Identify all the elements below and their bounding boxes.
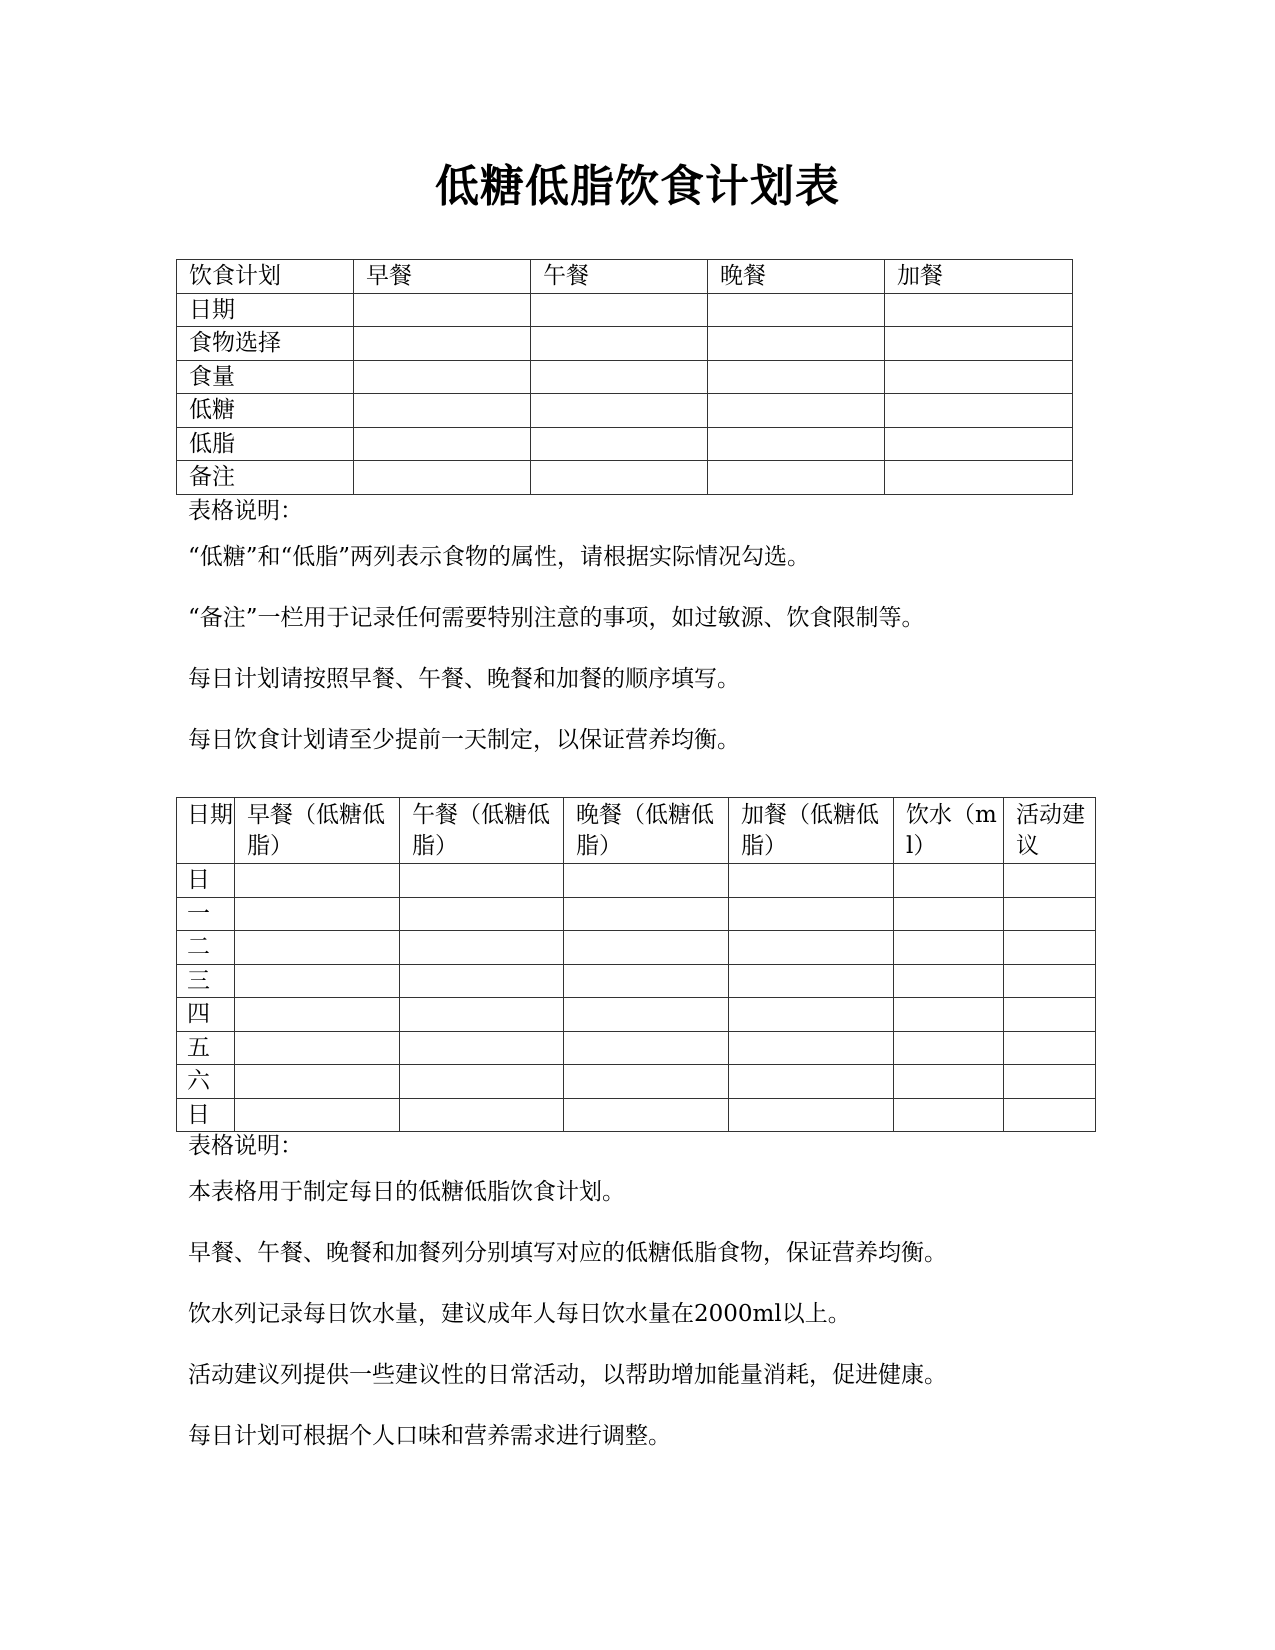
notes-heading: 表格说明： (188, 1133, 303, 1159)
empty-cell[interactable] (400, 964, 564, 998)
empty-cell[interactable] (1004, 1031, 1096, 1065)
empty-cell[interactable] (531, 427, 708, 461)
row-label: 食物选择 (177, 327, 354, 361)
empty-cell[interactable] (564, 998, 729, 1032)
empty-cell[interactable] (894, 1098, 1004, 1132)
empty-cell[interactable] (708, 293, 885, 327)
empty-cell[interactable] (894, 1065, 1004, 1099)
table-row (177, 293, 1073, 327)
empty-cell[interactable] (708, 360, 885, 394)
empty-cell[interactable] (354, 394, 531, 428)
table-row (177, 897, 1096, 931)
table-row (177, 360, 1073, 394)
meal-plan-table (176, 259, 1073, 495)
empty-cell[interactable] (400, 864, 564, 898)
empty-cell[interactable] (235, 964, 400, 998)
day-label: 四 (177, 998, 235, 1032)
empty-cell[interactable] (1004, 1065, 1096, 1099)
empty-cell[interactable] (531, 360, 708, 394)
empty-cell[interactable] (1004, 998, 1096, 1032)
header-cell: 午餐 (531, 260, 708, 294)
empty-cell[interactable] (564, 964, 729, 998)
empty-cell[interactable] (531, 394, 708, 428)
empty-cell[interactable] (400, 998, 564, 1032)
empty-cell[interactable] (729, 964, 894, 998)
header-cell: 加餐 (885, 260, 1073, 294)
notes-heading: 表格说明： (188, 498, 303, 524)
empty-cell[interactable] (400, 897, 564, 931)
empty-cell[interactable] (729, 1031, 894, 1065)
note-item: 活动建议列提供一些建议性的日常活动，以帮助增加能量消耗，促进健康。 (188, 1362, 947, 1388)
table-row (177, 327, 1073, 361)
day-label: 六 (177, 1065, 235, 1099)
empty-cell[interactable] (235, 1065, 400, 1099)
empty-cell[interactable] (1004, 1098, 1096, 1132)
header-cell: 午餐（低糖低脂） (400, 798, 564, 864)
table-notes-2 (188, 1130, 1188, 1467)
day-label: 一 (177, 897, 235, 931)
empty-cell[interactable] (729, 931, 894, 965)
note-item: 每日计划请按照早餐、午餐、晚餐和加餐的顺序填写。 (188, 666, 740, 692)
note-item: “备注”一栏用于记录任何需要特别注意的事项，如过敏源、饮食限制等。 (188, 605, 925, 631)
row-label: 食量 (177, 360, 354, 394)
note-item: “低糖”和“低脂”两列表示食物的属性，请根据实际情况勾选。 (188, 544, 811, 570)
empty-cell[interactable] (564, 1065, 729, 1099)
empty-cell[interactable] (235, 864, 400, 898)
header-cell: 早餐 (354, 260, 531, 294)
table-row (177, 394, 1073, 428)
table-row (177, 1031, 1096, 1065)
empty-cell[interactable] (885, 360, 1073, 394)
empty-cell[interactable] (729, 1065, 894, 1099)
header-cell: 加餐（低糖低脂） (729, 798, 894, 864)
empty-cell[interactable] (354, 427, 531, 461)
note-item: 本表格用于制定每日的低糖低脂饮食计划。 (188, 1179, 625, 1205)
empty-cell[interactable] (894, 931, 1004, 965)
empty-cell[interactable] (235, 1098, 400, 1132)
table-row (177, 1065, 1096, 1099)
empty-cell[interactable] (564, 864, 729, 898)
empty-cell[interactable] (531, 293, 708, 327)
empty-cell[interactable] (729, 864, 894, 898)
note-item: 饮水列记录每日饮水量，建议成年人每日饮水量在2000ml以上。 (188, 1301, 851, 1327)
empty-cell[interactable] (1004, 864, 1096, 898)
empty-cell[interactable] (1004, 897, 1096, 931)
header-cell: 晚餐（低糖低脂） (564, 798, 729, 864)
row-label: 低脂 (177, 427, 354, 461)
empty-cell[interactable] (729, 897, 894, 931)
empty-cell[interactable] (708, 394, 885, 428)
table-row (177, 461, 1073, 495)
row-label: 日期 (177, 293, 354, 327)
empty-cell[interactable] (235, 998, 400, 1032)
empty-cell[interactable] (531, 461, 708, 495)
empty-cell[interactable] (708, 327, 885, 361)
header-cell: 晚餐 (708, 260, 885, 294)
row-label: 低糖 (177, 394, 354, 428)
header-cell: 饮水（ml） (894, 798, 1004, 864)
empty-cell[interactable] (894, 964, 1004, 998)
day-label: 三 (177, 964, 235, 998)
empty-cell[interactable] (354, 360, 531, 394)
table-row (177, 864, 1096, 898)
empty-cell[interactable] (400, 1065, 564, 1099)
table-row (177, 931, 1096, 965)
empty-cell[interactable] (564, 931, 729, 965)
empty-cell[interactable] (1004, 931, 1096, 965)
empty-cell[interactable] (400, 1098, 564, 1132)
empty-cell[interactable] (729, 998, 894, 1032)
empty-cell[interactable] (564, 897, 729, 931)
page-title: 低糖低脂饮食计划表 (435, 161, 840, 212)
table-header-row (177, 798, 1096, 864)
header-cell: 活动建议 (1004, 798, 1096, 864)
empty-cell[interactable] (894, 1031, 1004, 1065)
empty-cell[interactable] (400, 1031, 564, 1065)
table-row (177, 427, 1073, 461)
empty-cell[interactable] (885, 427, 1073, 461)
note-item: 早餐、午餐、晚餐和加餐列分别填写对应的低糖低脂食物，保证营养均衡。 (188, 1240, 947, 1266)
empty-cell[interactable] (894, 897, 1004, 931)
notes-list (188, 1162, 1188, 1467)
day-label: 五 (177, 1031, 235, 1065)
empty-cell[interactable] (885, 461, 1073, 495)
table-row (177, 1098, 1096, 1132)
empty-cell[interactable] (729, 1098, 894, 1132)
day-label: 二 (177, 931, 235, 965)
empty-cell[interactable] (235, 931, 400, 965)
day-label: 日 (177, 1098, 235, 1132)
empty-cell[interactable] (354, 293, 531, 327)
row-label: 备注 (177, 461, 354, 495)
note-item: 每日计划可根据个人口味和营养需求进行调整。 (188, 1423, 671, 1449)
empty-cell[interactable] (354, 461, 531, 495)
empty-cell[interactable] (885, 293, 1073, 327)
empty-cell[interactable] (885, 327, 1073, 361)
empty-cell[interactable] (708, 427, 885, 461)
header-cell: 早餐（低糖低脂） (235, 798, 400, 864)
empty-cell[interactable] (708, 461, 885, 495)
empty-cell[interactable] (894, 864, 1004, 898)
day-label: 日 (177, 864, 235, 898)
table-header-row (177, 260, 1073, 294)
table-row (177, 998, 1096, 1032)
notes-list (188, 527, 1188, 771)
header-cell: 饮食计划 (177, 260, 354, 294)
header-cell: 日期 (177, 798, 235, 864)
empty-cell[interactable] (235, 1031, 400, 1065)
note-item: 每日饮食计划请至少提前一天制定，以保证营养均衡。 (188, 727, 740, 753)
empty-cell[interactable] (531, 327, 708, 361)
table-row (177, 964, 1096, 998)
empty-cell[interactable] (564, 1031, 729, 1065)
empty-cell[interactable] (400, 931, 564, 965)
empty-cell[interactable] (1004, 964, 1096, 998)
empty-cell[interactable] (564, 1098, 729, 1132)
table-notes-1 (188, 495, 1188, 771)
empty-cell[interactable] (354, 327, 531, 361)
empty-cell[interactable] (885, 394, 1073, 428)
empty-cell[interactable] (894, 998, 1004, 1032)
empty-cell[interactable] (235, 897, 400, 931)
weekly-plan-table (176, 797, 1096, 1132)
